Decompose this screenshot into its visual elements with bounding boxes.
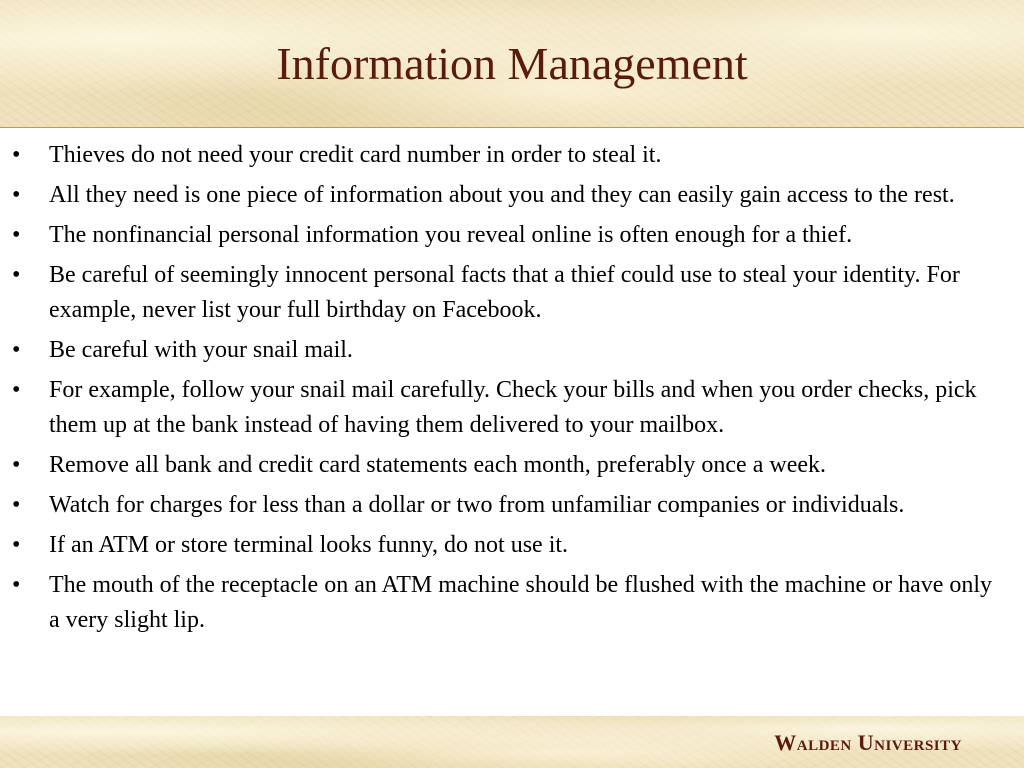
bullet-icon: • [12, 492, 21, 518]
bullet-text: Thieves do not need your credit card number in order to steal it. [49, 142, 662, 168]
bullet-text: If an ATM or store terminal looks funny, do not use it. [49, 532, 569, 558]
list-item [12, 138, 1008, 173]
list-item [12, 528, 1008, 563]
bullet-icon: • [12, 262, 21, 288]
bullet-text: Watch for charges for less than a dollar or two from unfamiliar companies or individuals. [49, 492, 905, 518]
walden-university-logo: Walden University [774, 730, 962, 755]
bullet-icon: • [12, 222, 21, 248]
bullet-icon: • [12, 572, 21, 598]
bullet-icon: • [12, 532, 21, 558]
bullet-text: All they need is one piece of information about you and they can easily gain access to the rest. [49, 182, 955, 208]
slide-body [0, 128, 1024, 716]
bullet-text: Be careful with your snail mail. [49, 337, 353, 363]
bullet-icon: • [12, 337, 21, 363]
slide-title: Information Management [276, 38, 748, 89]
bullet-icon: • [12, 182, 21, 208]
list-item [12, 258, 1008, 328]
list-item [12, 488, 1008, 523]
list-item [12, 568, 1008, 638]
bullet-text: The nonfinancial personal information you reveal online is often enough for a thief. [49, 222, 853, 248]
list-item [12, 178, 1008, 213]
bullet-list [12, 138, 1008, 643]
list-item [12, 218, 1008, 253]
bullet-text: Remove all bank and credit card statements each month, preferably once a week. [49, 452, 826, 478]
bullet-text: The mouth of the receptacle on an ATM machine should be flushed with the machine or have only a very slight lip. [49, 572, 993, 633]
bullet-icon: • [12, 377, 21, 403]
bullet-text: Be careful of seemingly innocent personal facts that a thief could use to steal your identity. For example, never list your full birthday on Facebook. [49, 262, 960, 323]
list-item [12, 448, 1008, 483]
bullet-text: For example, follow your snail mail carefully. Check your bills and when you order checks, pick them up at the bank instead of having them delivered to your mailbox. [49, 377, 977, 438]
bullet-icon: • [12, 142, 21, 168]
list-item [12, 333, 1008, 368]
list-item [12, 373, 1008, 443]
bullet-icon: • [12, 452, 21, 478]
